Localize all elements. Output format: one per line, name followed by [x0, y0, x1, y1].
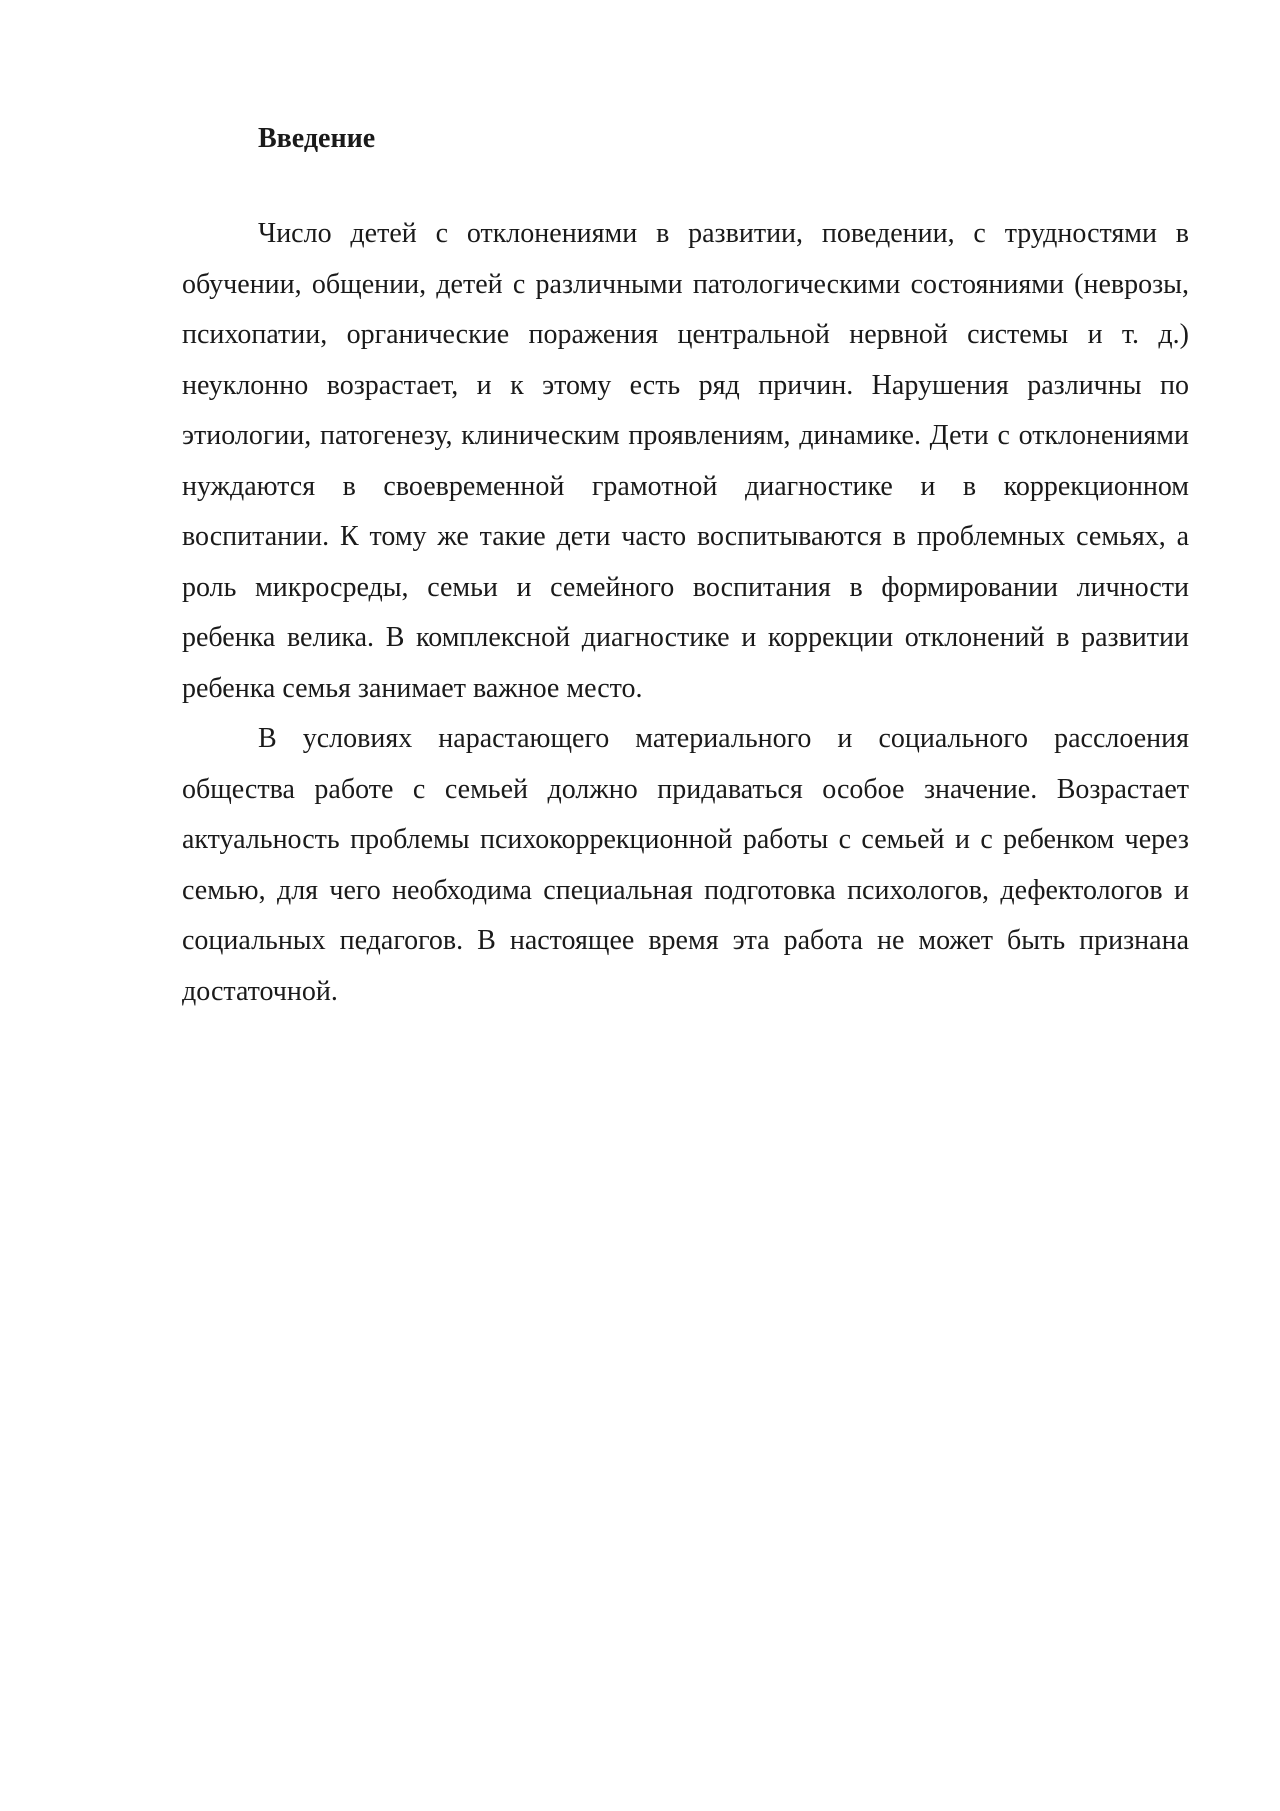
paragraph: В условиях нарастающего материального и социального расслоения общества работе с семьей должно придаваться особое значение. Возрастает актуальность проблемы психокоррекционной работы с семьей и с ребенком через семью, для чего необходима специальная подготовка психологов, дефектологов и социальных педагогов. В настоящее время эта работа не может быть признана достаточной. [182, 723, 1189, 1007]
paragraph: Число детей с отклонениями в развитии, поведении, с трудностями в обучении, общении, детей с различными патологическими состояниями (неврозы, психопатии, органические поражения центральной нервной системы и т. д.) неуклонно возрастает, и к этому есть ряд причин. Нарушения различны по этиологии, патогенезу, клиническим проявлениям, динамике. Дети с отклонениями нуждаются в своевременной грамотной диагностике и в коррекционном воспитании. К тому же такие дети часто воспитываются в проблемных семьях, а роль микросреды, семьи и семейного воспитания в формировании личности ребенка велика. В комплексной диагностике и коррекции отклонений в развитии ребенка семья занимает важное место. [182, 218, 1189, 704]
page-content [182, 121, 1189, 1017]
section-heading: Введение [258, 123, 376, 154]
body-text [182, 209, 1189, 1017]
